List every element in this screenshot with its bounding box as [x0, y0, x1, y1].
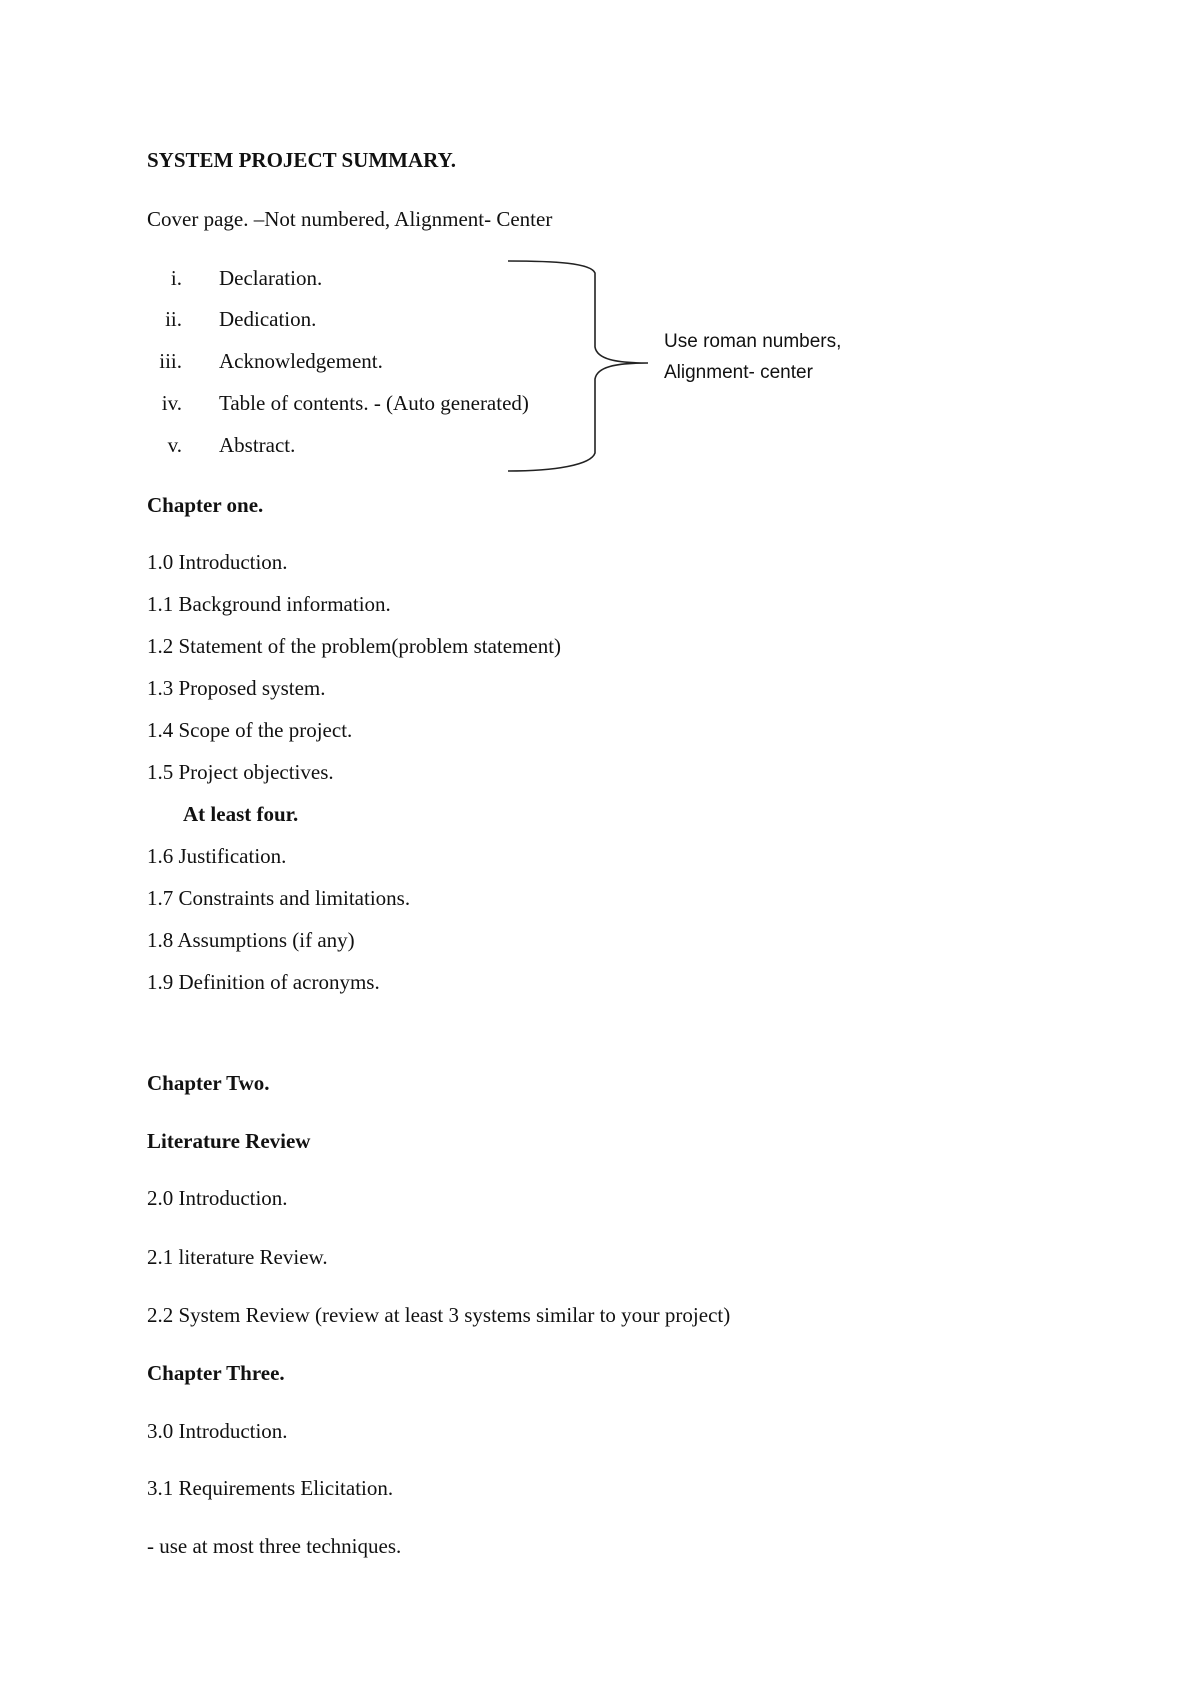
section-item: - use at most three techniques.: [147, 1534, 402, 1558]
section-item: 1.4 Scope of the project.: [147, 718, 353, 742]
section-item: 1.9 Definition of acronyms.: [147, 970, 380, 994]
chapter-two-subheading: Literature Review: [147, 1129, 311, 1153]
list-item-text: Acknowledgement.: [219, 349, 383, 373]
section-item: 2.2 System Review (review at least 3 systems similar to your project): [147, 1303, 731, 1327]
section-item: 1.3 Proposed system.: [147, 676, 326, 700]
brace-note-line-1: Use roman numbers,: [664, 331, 842, 352]
roman-numeral: ii.: [165, 307, 182, 331]
brace-note-line-2: Alignment- center: [664, 362, 813, 383]
chapter-two-heading: Chapter Two.: [147, 1071, 270, 1095]
list-item-text: Dedication.: [219, 307, 317, 331]
section-item: 1.5 Project objectives.: [147, 760, 334, 784]
section-item: 1.1 Background information.: [147, 592, 391, 616]
section-item: 2.0 Introduction.: [147, 1186, 288, 1210]
list-item-text: Declaration.: [219, 266, 323, 290]
list-item-text: Abstract.: [219, 433, 296, 457]
chapter-one-heading: Chapter one.: [147, 493, 264, 517]
section-item: 3.1 Requirements Elicitation.: [147, 1476, 394, 1500]
document-title: SYSTEM PROJECT SUMMARY.: [147, 148, 457, 172]
roman-numeral: i.: [170, 266, 182, 290]
objectives-note: At least four.: [183, 802, 299, 826]
roman-numeral: iv.: [161, 391, 182, 415]
section-item: 1.2 Statement of the problem(problem statement): [147, 634, 562, 658]
section-item: 1.7 Constraints and limitations.: [147, 886, 411, 910]
roman-numeral: iii.: [159, 349, 182, 373]
cover-page-line: Cover page. –Not numbered, Alignment- Center: [147, 207, 553, 231]
section-item: 1.0 Introduction.: [147, 550, 288, 574]
section-item: 3.0 Introduction.: [147, 1419, 288, 1443]
section-item: 1.8 Assumptions (if any): [147, 928, 355, 952]
list-item-text: Table of contents. - (Auto generated): [219, 391, 529, 415]
chapter-three-heading: Chapter Three.: [147, 1361, 285, 1385]
curly-brace-shape: [505, 255, 655, 477]
section-item: 1.6 Justification.: [147, 844, 287, 868]
roman-numeral: v.: [167, 433, 182, 457]
section-item: 2.1 literature Review.: [147, 1245, 328, 1269]
